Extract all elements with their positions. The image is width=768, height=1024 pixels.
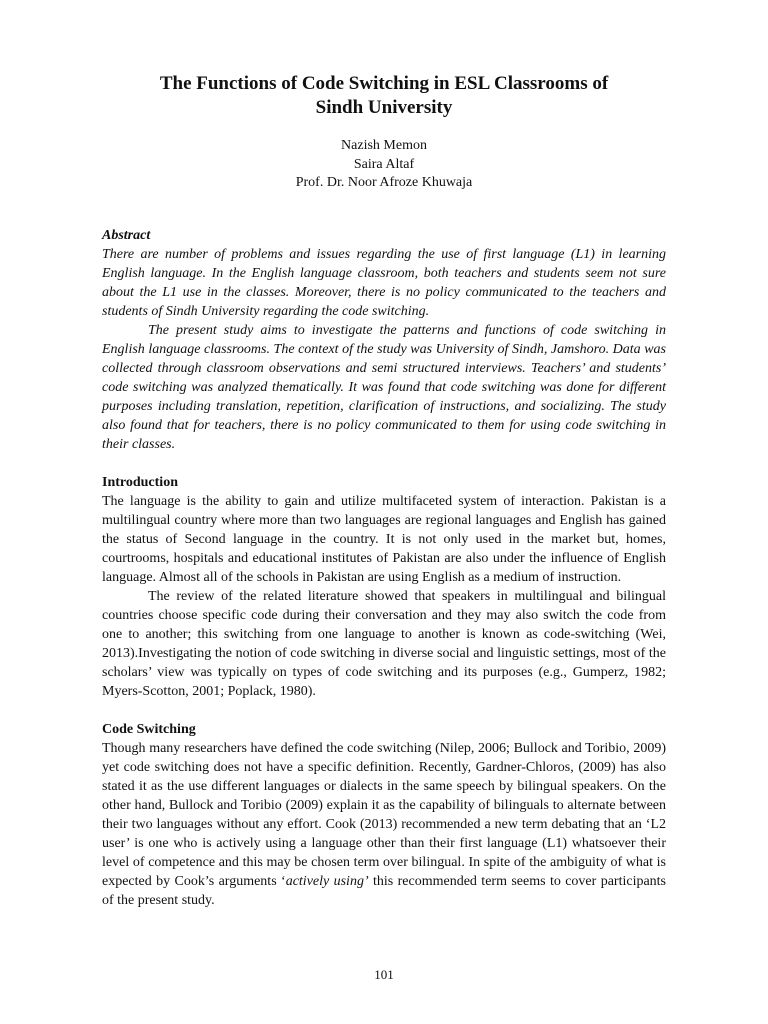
abstract-heading: Abstract bbox=[102, 228, 151, 243]
code-switching-text-start: Though many researchers have defined the code switching (Nilep, 2006; Bullock and Toribio, 2009) yet code switching does not have a specific definition. Recently, Gardner-Chloros, (2009) has also stated it as the use different languages or dialects in the same speech by bilingual speakers. On the other hand, Bullock and Toribio (2009) explain it as the capability of bilinguals to alternate between their two languages without any effort. Cook (2013) recommended a new term debating that an ‘L2 user’ is one who is actively using a language other than their first language (L1) whatsoever their level of competence and this may be chosen term over bilingual. In spite of the ambiguity of what is expected by Cook’s arguments ‘ bbox=[102, 741, 666, 889]
author-name: Nazish Memon bbox=[341, 138, 427, 153]
paper-body bbox=[102, 226, 666, 910]
paper-title bbox=[100, 72, 668, 120]
paper-title-line-2: Sindh University bbox=[315, 97, 453, 118]
code-switching-text-end: this recommended term seems to cover participants of the present study. bbox=[102, 874, 667, 908]
code-switching-heading: Code Switching bbox=[102, 722, 196, 737]
section-gap bbox=[102, 454, 666, 473]
abstract-paragraph-2: The present study aims to investigate the patterns and functions of code switching in English language classrooms. The context of the study was University of Sindh, Jamshoro. Data was collected through classroom observations and semi structured interviews. Teachers’ and students’ code switching was analyzed thematically. It was found that code switching was done for different purposes including translation, repetition, clarification of instructions, and socializing. The study also found that for teachers, there is no policy communicated to them for using code switching in their classes. bbox=[102, 323, 666, 452]
author-name: Prof. Dr. Noor Afroze Khuwaja bbox=[295, 175, 473, 190]
paper-title-line-1: The Functions of Code Switching in ESL Classrooms of bbox=[159, 73, 609, 94]
code-switching-italic-term: actively using’ bbox=[285, 874, 369, 889]
introduction-paragraph-2: The review of the related literature showed that speakers in multilingual and bilingual countries choose specific code during their conversation and they may also switch the code from one to another; this switching from one language to another is known as code-switching (Wei, 2013).Investigating the notion of code switching in diverse social and linguistic settings, most of the scholars’ view was typically on types of code switching and its purposes (e.g., Gumperz, 1982; Myers-Scotton, 2001; Poplack, 1980). bbox=[102, 589, 666, 699]
introduction-paragraph-1: The language is the ability to gain and utilize multifaceted system of interaction. Pakistan is a multilingual country where more than two languages are regional languages and English has gained the status of Second language in the country. It is not only used in the market but, homes, courtrooms, hospitals and educational institutes of Pakistan are also under the influence of English language. Almost all of the schools in Pakistan are using English as a medium of instruction. bbox=[102, 494, 666, 585]
author-list bbox=[100, 137, 668, 193]
author-name: Saira Altaf bbox=[353, 156, 415, 172]
abstract-paragraph-1: There are number of problems and issues regarding the use of first language (L1) in learning English language. In the English language classroom, both teachers and students seem not sure about the L1 use in the classes. Moreover, there is no policy communicated to the teachers and students of Sindh University regarding the code switching. bbox=[102, 247, 666, 319]
page-number: 101 bbox=[374, 967, 394, 982]
introduction-heading: Introduction bbox=[102, 475, 178, 490]
section-gap bbox=[102, 701, 666, 720]
code-switching-paragraph-1 bbox=[102, 739, 666, 910]
